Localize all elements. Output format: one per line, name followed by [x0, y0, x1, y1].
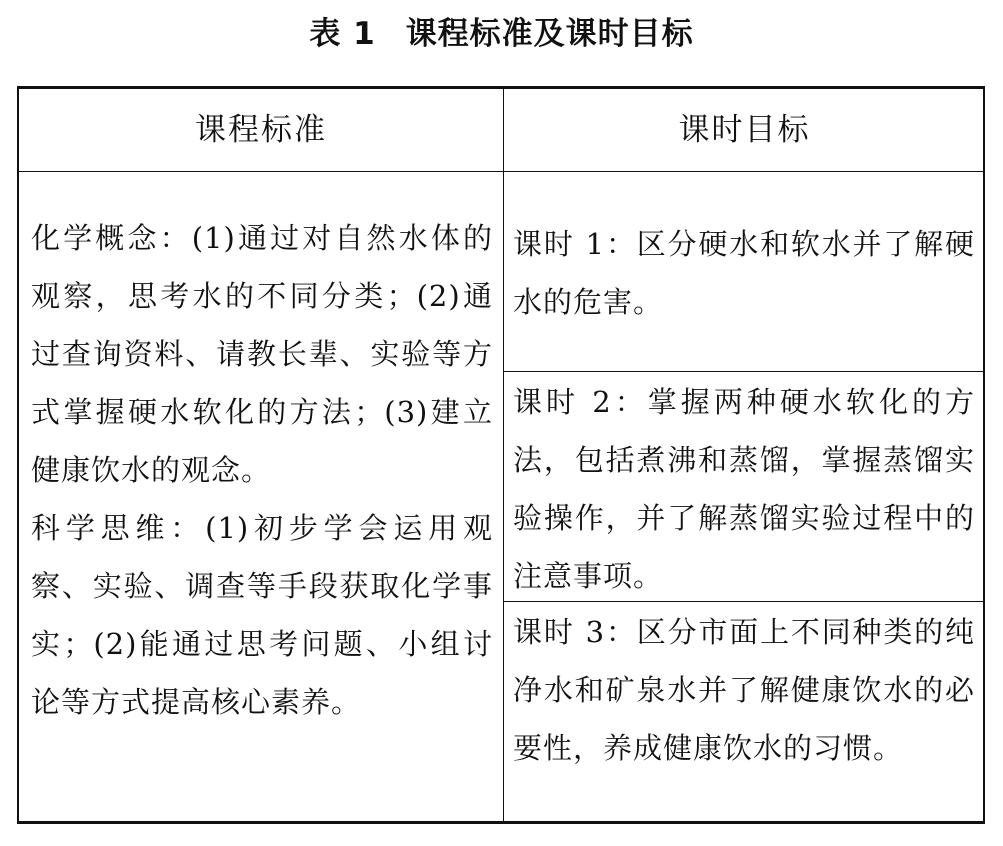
lesson-1-cell: 课时 1：区分硬水和软水并了解硬水的危害。 [513, 227, 975, 319]
header-lesson-objectives: 课时目标 [678, 112, 811, 148]
lesson-3-cell: 课时 3：区分市面上不同种类的纯净水和矿泉水并了解健康饮水的必要性，养成健康饮水的习惯。 [513, 615, 975, 765]
header-divider [19, 171, 983, 172]
row-divider-1 [503, 371, 983, 372]
header-curriculum-standard: 课程标准 [195, 112, 327, 148]
standard-cell [31, 209, 493, 731]
table-title: 课程标准及课时目标 [405, 16, 694, 52]
table-caption [0, 14, 1003, 54]
chemistry-concept-text: 化学概念：(1)通过对自然水体的观察，思考水的不同分类；(2)通过查询资料、请教长辈、实验等方式掌握硬水软化的方法；(3)建立健康饮水的观念。 [31, 221, 493, 487]
scientific-thinking-text: 科学思维：(1)初步学会运用观察、实验、调查等手段获取化学事实；(2)能通过思考问题、小组讨论等方式提高核心素养。 [31, 511, 493, 719]
column-divider [503, 89, 504, 821]
lesson-2-cell: 课时 2：掌握两种硬水软化的方法，包括煮沸和蒸馏，掌握蒸馏实验操作，并了解蒸馏实验过程中的注意事项。 [513, 385, 975, 593]
table-number: 表 1 [309, 16, 376, 52]
curriculum-table [17, 86, 985, 824]
